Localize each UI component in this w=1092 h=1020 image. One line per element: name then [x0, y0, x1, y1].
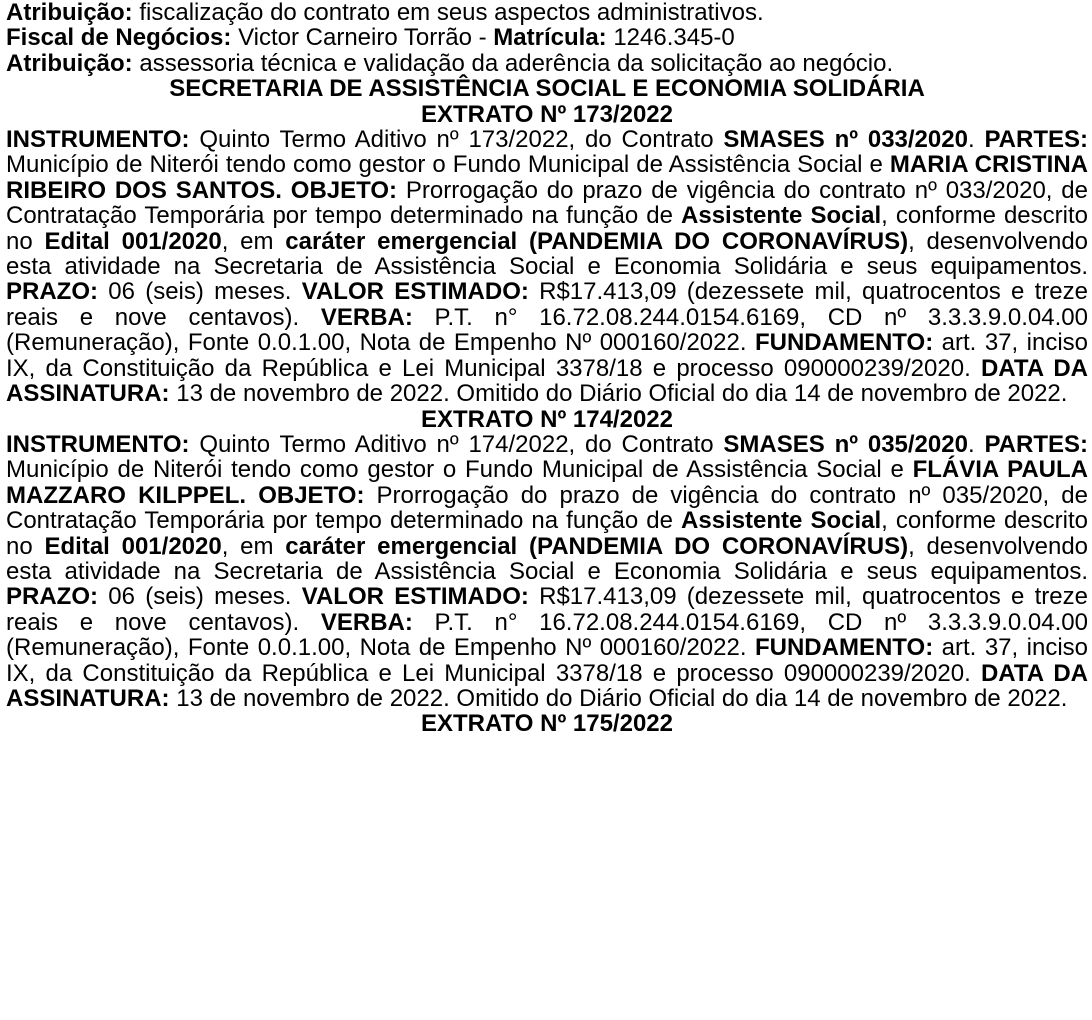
edital: Edital 001/2020 — [44, 227, 222, 255]
fundamento-text: art. 37, inciso IX, da Constituição da República e Lei Municipal 3378/18 e processo 090000239/2020. — [6, 329, 1089, 382]
instrumento-label: INSTRUMENTO: — [6, 126, 190, 154]
fundamento-text: art. 37, inciso IX, da Constituição da República e Lei Municipal 3378/18 e processo 090000239/2020. — [6, 634, 1089, 687]
extract-body — [6, 432, 1088, 711]
data-assinatura-label: DATA DA ASSINATURA: — [6, 659, 1089, 712]
atribuicao-label: Atribuição: — [6, 0, 133, 26]
instrumento-text: Quinto Termo Aditivo nº 174/2022, do Contrato — [189, 430, 724, 458]
partes-text: Município de Niterói tendo como gestor o Fundo Municipal de Assistência Social e — [6, 456, 913, 484]
valor-text: R$17.413,09 (dezessete mil, quatrocentos e treze reais e nove centavos). — [6, 583, 1088, 636]
verba-label: VERBA: — [299, 608, 413, 636]
matricula-value: 1246.345-0 — [606, 24, 735, 52]
carater: caráter emergencial (PANDEMIA DO CORONAVÍRUS) — [285, 227, 909, 255]
objeto-text: Prorrogação do prazo de vigência do contrato nº 035/2020, de Contratação Temporária por tempo determinado na função de — [6, 481, 1088, 535]
prazo-text: 06 (seis) meses. — [98, 278, 292, 306]
atribuicao-text: fiscalização do contrato em seus aspectos administrativos. — [132, 0, 764, 26]
verba-text: P.T. n° 16.72.08.244.0154.6169, CD nº 3.3.3.9.0.04.00 (Remuneração), Fonte 0.0.1.00, Nota de Empenho Nº 000160/2022. — [6, 608, 1088, 662]
matricula-label: Matrícula: — [493, 24, 607, 52]
instrumento-label: INSTRUMENTO: — [6, 430, 190, 458]
descrito-text: , conforme descrito no — [6, 507, 1088, 560]
extract-heading-next: EXTRATO Nº 175/2022 — [421, 710, 673, 738]
descrito-text: , conforme descrito no — [6, 202, 1088, 255]
verba-label: VERBA: — [299, 303, 413, 331]
fiscal-label: Fiscal de Negócios: — [6, 24, 232, 52]
party-name: MARIA CRISTINA RIBEIRO DOS SANTOS. — [6, 151, 1089, 204]
em-text: , em — [221, 532, 286, 560]
atribuicao-line-2 — [6, 51, 1088, 76]
desenvolvendo-text: , desenvolvendo esta atividade na Secretaria de Assistência Social e Economia Solidária e seus equipamentos. — [6, 532, 1089, 585]
funcao: Assistente Social — [681, 202, 882, 230]
contrato-number: SMASES nº 035/2020 — [723, 430, 968, 458]
extract-heading: EXTRATO Nº 174/2022 — [421, 405, 673, 433]
objeto-text: Prorrogação do prazo de vigência do contrato nº 033/2020, de Contratação Temporária por tempo determinado na função de — [6, 176, 1089, 230]
objeto-label: OBJETO: — [246, 481, 365, 509]
instrumento-text: Quinto Termo Aditivo nº 173/2022, do Contrato — [189, 126, 724, 154]
extract-heading: EXTRATO Nº 173/2022 — [421, 100, 673, 128]
data-assinatura-label: DATA DA ASSINATURA: — [6, 354, 1089, 408]
partes-text: Município de Niterói tendo como gestor o Fundo Municipal de Assistência Social e — [6, 151, 890, 179]
atribuicao-label: Atribuição: — [6, 49, 133, 77]
valor-label: VALOR ESTIMADO: — [291, 583, 529, 611]
contrato-number: SMASES nº 033/2020 — [723, 126, 968, 154]
fundamento-label: FUNDAMENTO: — [746, 329, 934, 357]
fiscal-line — [6, 25, 1088, 50]
valor-label: VALOR ESTIMADO: — [291, 278, 529, 306]
objeto-label: OBJETO: — [281, 176, 398, 204]
period: . — [967, 126, 975, 154]
department-heading: SECRETARIA DE ASSISTÊNCIA SOCIAL E ECONOMIA SOLIDÁRIA — [169, 75, 925, 103]
period: . — [967, 430, 975, 458]
prazo-text: 06 (seis) meses. — [98, 583, 292, 611]
em-text: , em — [221, 227, 286, 255]
prazo-label: PRAZO: — [6, 278, 98, 306]
funcao: Assistente Social — [681, 507, 882, 535]
atribuicao-line-1 — [6, 0, 1088, 25]
valor-text: R$17.413,09 (dezessete mil, quatrocentos e treze reais e nove centavos). — [6, 278, 1088, 331]
extract-body — [6, 127, 1088, 406]
carater: caráter emergencial (PANDEMIA DO CORONAVÍRUS) — [285, 532, 909, 560]
partes-label: PARTES: — [974, 430, 1089, 458]
desenvolvendo-text: , desenvolvendo esta atividade na Secretaria de Assistência Social e Economia Solidária e seus equipamentos. — [6, 227, 1089, 281]
verba-text: P.T. n° 16.72.08.244.0154.6169, CD nº 3.3.3.9.0.04.00 (Remuneração), Fonte 0.0.1.00, Nota de Empenho Nº 000160/2022. — [6, 303, 1088, 357]
edital: Edital 001/2020 — [44, 532, 222, 560]
data-assinatura-text: 13 de novembro de 2022. Omitido do Diário Oficial do dia 14 de novembro de 2022. — [169, 684, 1068, 712]
atribuicao-text: assessoria técnica e validação da aderência da solicitação ao negócio. — [132, 49, 894, 77]
partes-label: PARTES: — [974, 126, 1089, 154]
data-assinatura-text: 13 de novembro de 2022. Omitido do Diário Oficial do dia 14 de novembro de 2022. — [169, 380, 1068, 408]
fiscal-name: Victor Carneiro Torrão - — [231, 24, 494, 52]
party-name: FLÁVIA PAULA MAZZARO KILPPEL. — [6, 456, 1088, 509]
prazo-label: PRAZO: — [6, 583, 98, 611]
fundamento-label: FUNDAMENTO: — [746, 634, 934, 662]
